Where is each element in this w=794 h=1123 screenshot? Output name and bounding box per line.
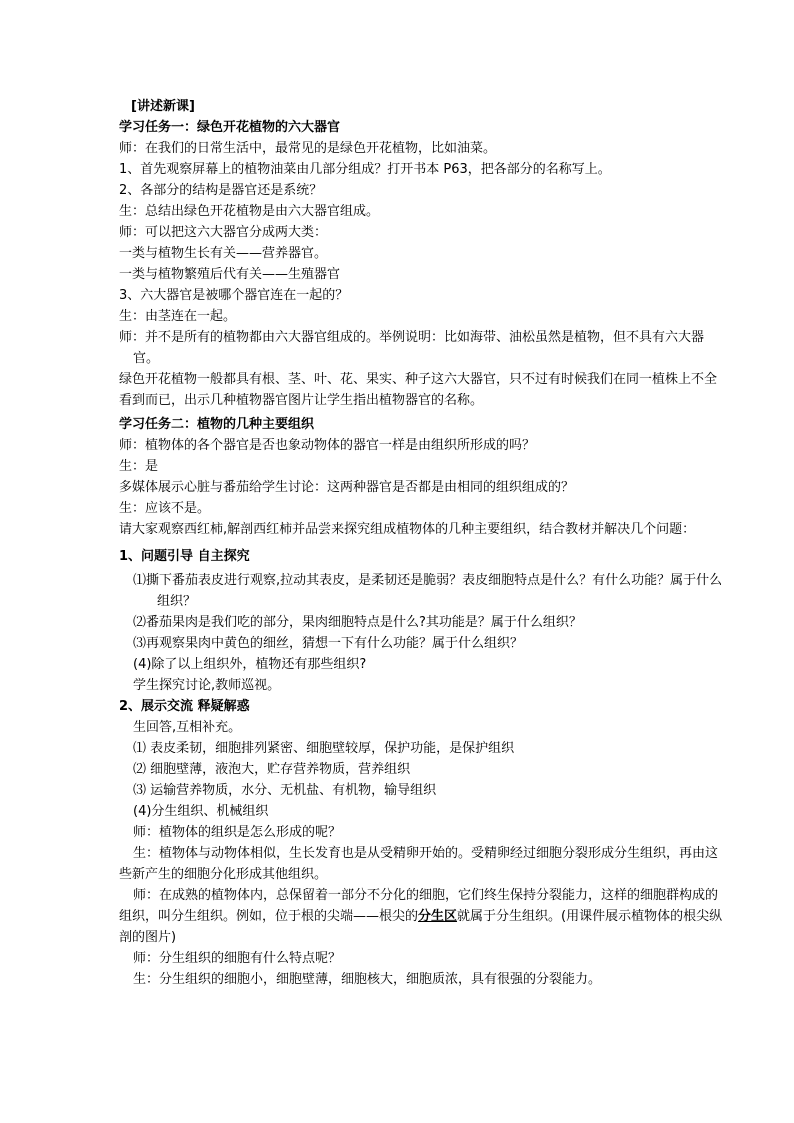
paragraph: 生：是 [119,459,159,474]
task1-title: 学习任务一：绿色开花植物的六大器官 [119,120,341,135]
paragraph: 一类与植物生长有关——营养器官。 [119,246,328,261]
answer-4: (4)分生组织、机械组织 [133,804,269,819]
paragraph: 生：由茎连在一起。 [119,309,237,324]
answer-3: ⑶ 运输营养物质，水分、无机盐、有机物，输导组织 [133,783,437,798]
question-3: ⑶再观察果肉中黄色的细丝，猜想一下有什么功能？属于什么组织？ [133,636,524,651]
paragraph: 一类与植物繁殖后代有关——生殖器官 [119,267,341,282]
question-2: ⑵番茄果肉是我们吃的部分，果肉细胞特点是什么?其功能是？属于什么组织？ [133,615,582,630]
answer-2: ⑵ 细胞壁薄，液泡大，贮存营养物质，营养组织 [133,762,411,777]
highlighted-term: 分生区 [418,909,458,924]
question-1: ⑴撕下番茄表皮进行观察,拉动其表皮，是柔韧还是脆弱？表皮细胞特点是什么？有什么功能？属于什么组织？ [133,573,723,609]
text-segment: 就属于分生组织。(用课件展示植物体的根尖纵剖的图片) [119,909,723,945]
section1-title: 1、问题引导 自主探究 [119,549,250,564]
paragraph: 请大家观察西红柿,解剖西红柿并品尝来探究组成植物体的几种主要组织，结合教材并解决几个问题： [119,522,696,537]
paragraph: 生回答,互相补充。 [133,720,242,735]
paragraph: 多媒体展示心脏与番茄给学生讨论：这两种器官是否都是由相同的组织组成的？ [119,480,575,495]
paragraph: 学生探究讨论,教师巡视。 [133,678,281,693]
paragraph [119,885,729,948]
paragraph: 绿色开花植物一般都具有根、茎、叶、花、果实、种子这六大器官，只不过有时候我们在同一植株上不全看到而已，出示几种植物器官图片让学生指出植物器官的名称。 [119,372,718,408]
answer-1: ⑴ 表皮柔韧，细胞排列紧密、细胞壁较厚，保护功能，是保护组织 [133,741,515,756]
text-segment: 师：在成熟的植物体内，总保留着一部分不分化的细胞，它们终生保持分裂能力，这样的细胞群构成的组织，叫分生组织。例如，位于根的尖端——根尖的 [119,888,719,924]
document-page [119,96,729,990]
section2-title: 2、展示交流 释疑解惑 [119,699,250,714]
paragraph: 3、六大器官是被哪个器官连在一起的？ [119,288,349,303]
section-heading: [讲述新课] [131,99,195,114]
paragraph: 生：应该不是。 [119,501,211,516]
paragraph: 生：分生组织的细胞小，细胞壁薄，细胞核大，细胞质浓，具有很强的分裂能力。 [133,972,602,987]
paragraph: 2、各部分的结构是器官还是系统？ [119,183,323,198]
paragraph: 师：在我们的日常生活中，最常见的是绿色开花植物，比如油菜。 [119,141,497,156]
paragraph: 师：植物体的组织是怎么形成的呢？ [133,825,342,840]
paragraph: 师：可以把这六大器官分成两大类： [119,225,328,240]
question-4: (4)除了以上组织外，植物还有那些组织? [133,657,367,672]
paragraph: 1、首先观察屏幕上的植物油菜由几部分组成？打开书本 P63，把各部分的名称写上。 [119,162,611,177]
paragraph: 师：植物体的各个器官是否也象动物体的器官一样是由组织所形成的吗？ [119,438,536,453]
paragraph: 师：并不是所有的植物都由六大器官组成的。举例说明：比如海带、油松虽然是植物，但不具有六大器官。 [119,330,705,366]
paragraph: 生：植物体与动物体相似，生长发育也是从受精卵开始的。受精卵经过细胞分裂形成分生组织，再由这些新产生的细胞分化形成其他组织。 [119,846,719,882]
paragraph: 师：分生组织的细胞有什么特点呢？ [133,951,342,966]
paragraph: 生：总结出绿色开花植物是由六大器官组成。 [119,204,380,219]
task2-title: 学习任务二：植物的几种主要组织 [119,417,315,432]
